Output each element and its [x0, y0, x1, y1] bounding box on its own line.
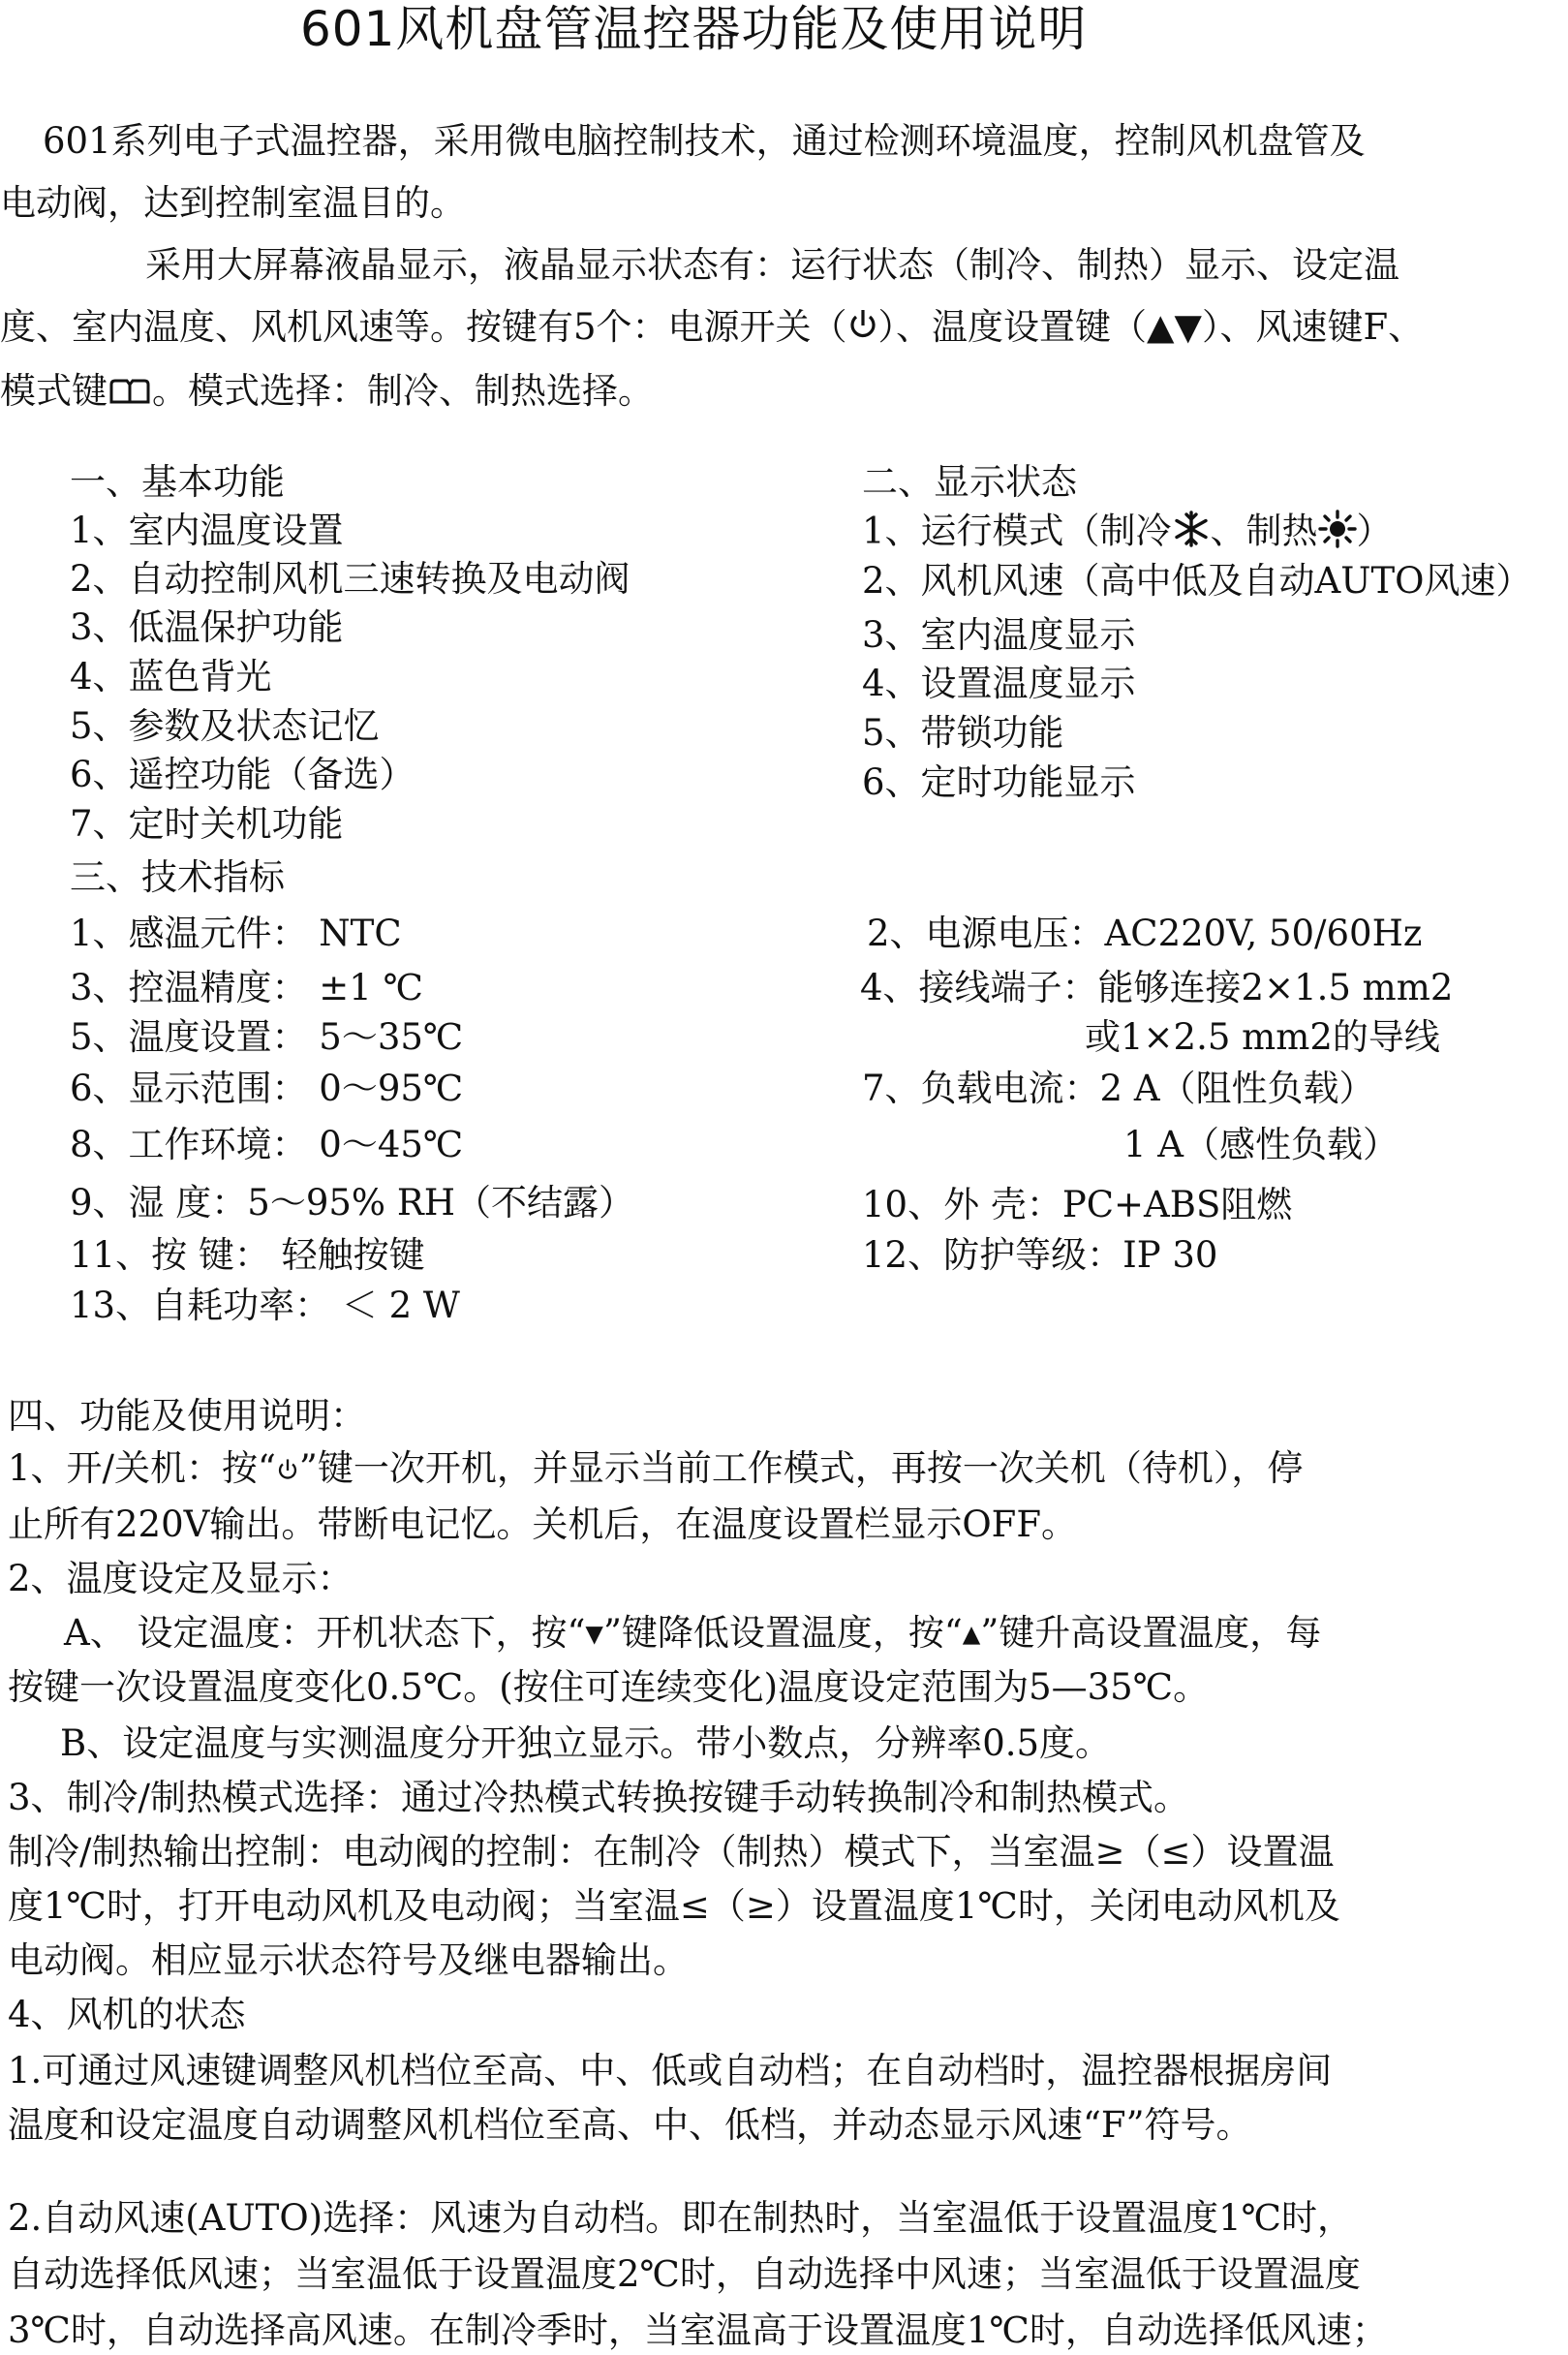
mode-key-icon	[108, 373, 152, 416]
tech-spec-ip: 12、防护等级：IP 30	[862, 1234, 1218, 1276]
intro-p2-line2-a: 度、室内温度、风机风速等。按键有5个：电源开关（	[0, 306, 847, 348]
intro-p2-line2	[0, 306, 1424, 353]
usage-s4-1-line1: 1.可通过风速键调整风机档位至高、中、低或自动档；在自动档时，温控器根据房间	[8, 2050, 1333, 2092]
basic-item: 3、低温保护功能	[70, 606, 344, 648]
usage-s4-1-line2: 温度和设定温度自动调整风机档位至高、中、低档，并动态显示风速“F”符号。	[8, 2104, 1252, 2146]
intro-p1-line2: 电动阀，达到控制室温目的。	[0, 182, 466, 224]
display-heading: 二、显示状态	[862, 461, 1077, 503]
tech-spec: 3、控温精度： ±1 ℃	[70, 967, 423, 1008]
tech-spec-load: 7、负载电流：2 A（阻性负载）	[862, 1068, 1375, 1109]
usage-s4-2-line1: 2.自动风速(AUTO)选择：风速为自动档。即在制热时，当室温低于设置温度1℃时，	[8, 2197, 1354, 2239]
usage-s3-line3: 电动阀。相应显示状态符号及继电器输出。	[8, 1939, 689, 1981]
usage-s2-a-line1: A、 设定温度：开机状态下，按“▾”键降低设置温度，按“▴”键升高设置温度，每	[64, 1612, 1322, 1654]
page-title: 601风机盘管温控器功能及使用说明	[300, 1, 1088, 57]
usage-s3-line2: 度1℃时，打开电动风机及电动阀；当室温≤（≥）设置温度1℃时，关闭电动风机及	[8, 1885, 1340, 1927]
usage-s4-2-line3: 3℃时，自动选择高风速。在制冷季时，当室温高于设置温度1℃时，自动选择低风速；	[8, 2309, 1388, 2351]
usage-s4-2-line2: 自动选择低风速；当室温低于设置温度2℃时，自动选择中风速；当室温低于设置温度	[8, 2253, 1361, 2295]
tech-spec-load-cont: 1 A（感性负载）	[1123, 1124, 1399, 1165]
intro-p2-line1: 采用大屏幕液晶显示，液晶显示状态有：运行状态（制冷、制热）显示、设定温	[145, 244, 1399, 286]
usage-s1-line1-a: 1、开/关机：按“	[8, 1447, 276, 1489]
intro-p1-line1: 601系列电子式温控器，采用微电脑控制技术，通过检测环境温度，控制风机盘管及	[43, 120, 1366, 162]
intro-p2-line3-a: 模式键	[0, 370, 108, 412]
display-item: 6、定时功能显示	[862, 761, 1136, 803]
display-item-mode	[862, 510, 1393, 558]
usage-s2-a-line2: 按键一次设置温度变化0.5℃。(按住可连续变化)温度设定范围为5—35℃。	[8, 1666, 1210, 1708]
tech-spec-terminal-cont: 或1×2.5 mm2的导线	[1085, 1016, 1440, 1058]
usage-s1-line1	[8, 1447, 1303, 1493]
tech-spec-shell: 10、外 壳：PC+ABS阻燃	[862, 1184, 1293, 1225]
display-item: 4、设置温度显示	[862, 663, 1136, 704]
snowflake-icon	[1172, 510, 1211, 558]
tech-spec: 9、湿 度：5～95% RH（不结露）	[70, 1182, 634, 1224]
power-icon	[847, 308, 878, 353]
display-item: 5、带锁功能	[862, 712, 1064, 754]
tech-spec: 1、感温元件： NTC	[70, 913, 402, 954]
basic-item: 1、室内温度设置	[70, 510, 344, 551]
basic-item: 6、遥控功能（备选）	[70, 754, 415, 795]
usage-s1-line2: 止所有220V输出。带断电记忆。关机后，在温度设置栏显示OFF。	[8, 1503, 1078, 1545]
usage-heading: 四、功能及使用说明：	[8, 1395, 366, 1437]
tech-heading: 三、技术指标	[70, 856, 285, 898]
display-item-mode-b: 、制热	[1210, 510, 1318, 552]
power-icon	[276, 1450, 299, 1493]
tech-spec: 6、显示范围： 0～95℃	[70, 1068, 464, 1109]
usage-s2-heading: 2、温度设定及显示：	[8, 1558, 354, 1599]
tech-spec: 13、自耗功率： ＜ 2 W	[70, 1285, 460, 1326]
tech-spec: 5、温度设置： 5～35℃	[70, 1016, 464, 1058]
tech-spec: 8、工作环境： 0～45℃	[70, 1124, 464, 1165]
tech-spec: 11、按 键： 轻触按键	[70, 1234, 425, 1276]
usage-s1-line1-b: ”键一次开机，并显示当前工作模式，再按一次关机（待机），停	[298, 1447, 1304, 1489]
usage-s2-b: B、设定温度与实测温度分开独立显示。带小数点，分辨率0.5度。	[60, 1722, 1112, 1764]
display-item: 3、室内温度显示	[862, 614, 1136, 656]
tech-spec-terminal: 4、接线端子：能够连接2×1.5 mm2	[860, 967, 1454, 1008]
intro-p2-line2-b: ）、温度设置键（▲▼）、风速键F、	[877, 306, 1425, 348]
display-item-mode-a: 1、运行模式（制冷	[862, 510, 1172, 552]
usage-s3-heading: 3、制冷/制热模式选择：通过冷热模式转换按键手动转换制冷和制热模式。	[8, 1777, 1190, 1818]
usage-s3-line1: 制冷/制热输出控制：电动阀的控制：在制冷（制热）模式下，当室温≥（≤）设置温	[8, 1831, 1335, 1873]
usage-s4-heading: 4、风机的状态	[8, 1994, 246, 2035]
basic-item: 4、蓝色背光	[70, 656, 272, 697]
intro-p2-line3	[0, 370, 654, 416]
basic-heading: 一、基本功能	[70, 461, 285, 503]
basic-item: 7、定时关机功能	[70, 803, 344, 845]
tech-spec-power: 2、电源电压：AC220V, 50/60Hz	[867, 913, 1423, 954]
display-item: 2、风机风速（高中低及自动AUTO风速）	[862, 560, 1532, 602]
intro-p2-line3-b: 。模式选择：制冷、制热选择。	[152, 370, 654, 412]
basic-item: 5、参数及状态记忆	[70, 705, 380, 747]
display-item-mode-c: ）	[1356, 510, 1393, 552]
sun-icon	[1318, 510, 1357, 558]
basic-item: 2、自动控制风机三速转换及电动阀	[70, 558, 630, 600]
